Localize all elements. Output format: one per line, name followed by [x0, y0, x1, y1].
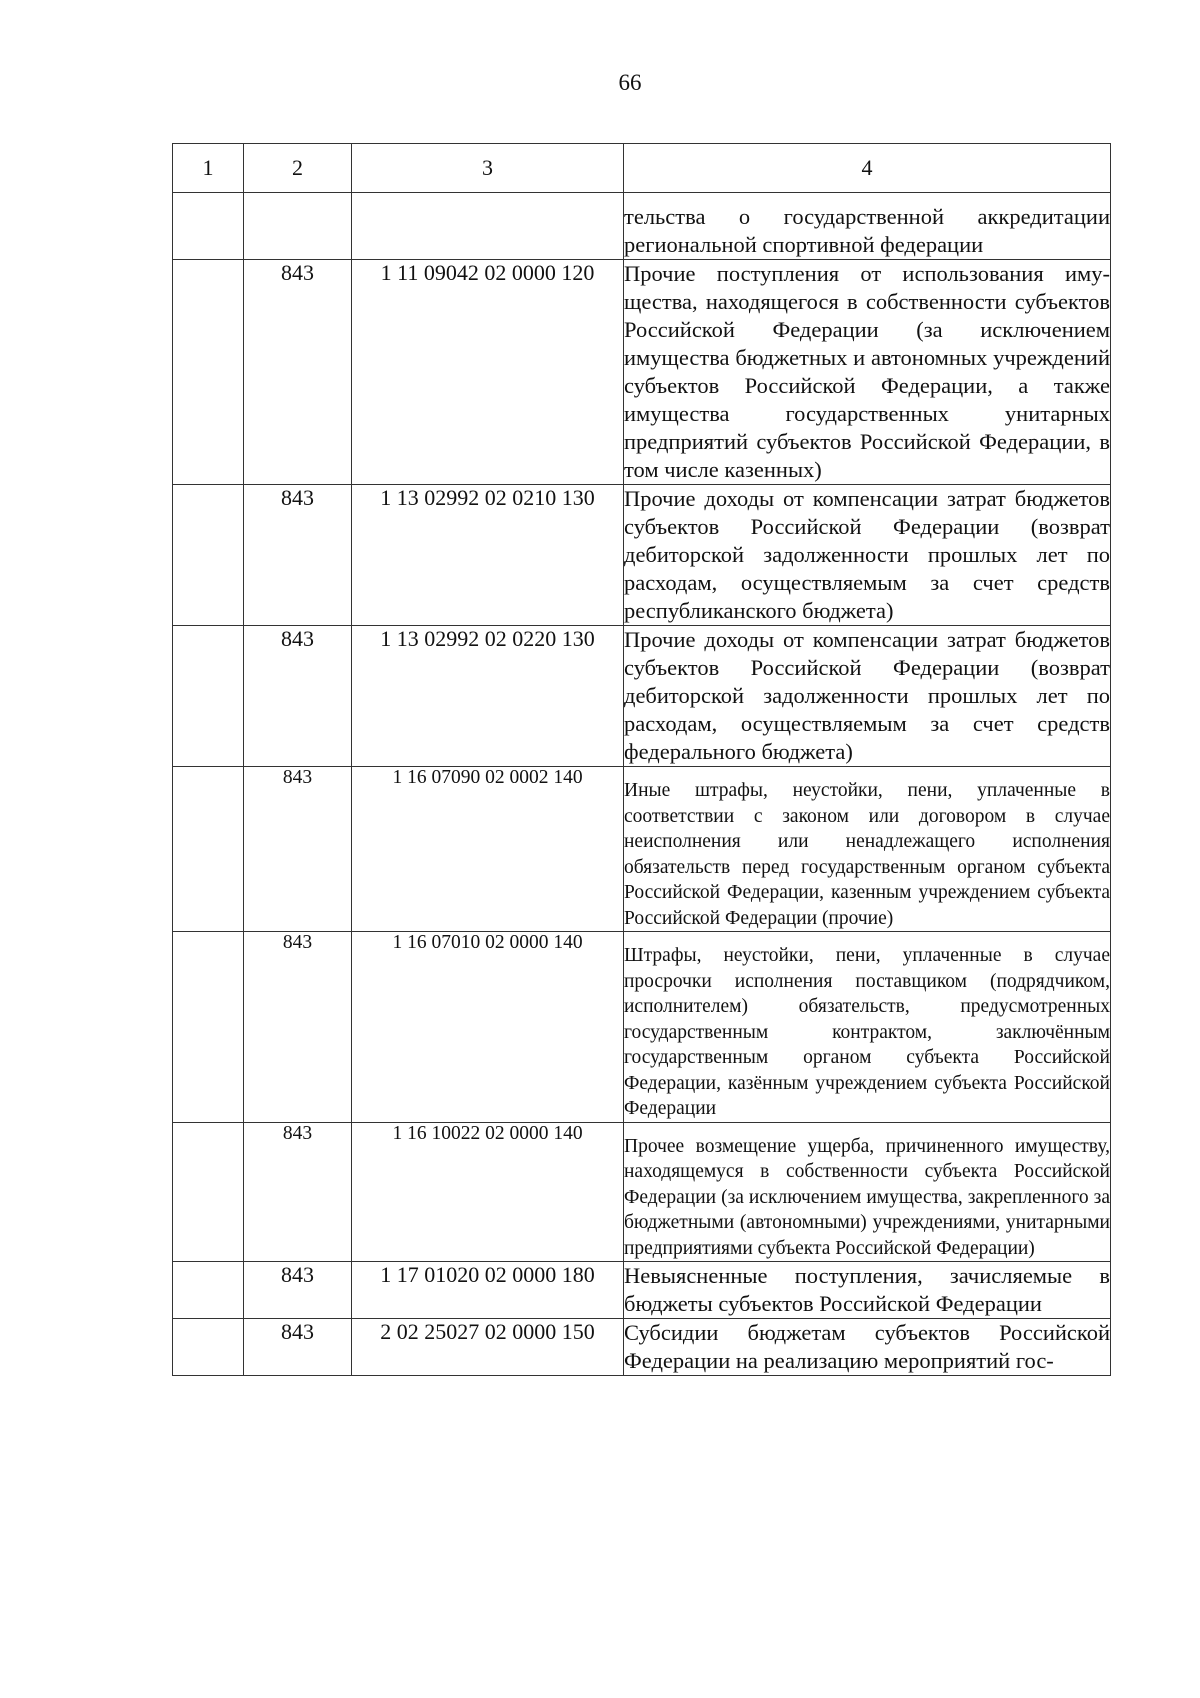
cell-description: Прочие доходы от компенсации затрат бюджетов субъектов Российской Федерации (возврат дебиторской задолженности прошлых лет по расходам, осуществляемым за счет средств федерального бюджета): [624, 626, 1111, 767]
table-row: [173, 932, 1111, 1123]
cell-description: Невыясненные поступления, зачисляемые в бюджеты субъектов Российской Федерации: [624, 1262, 1111, 1319]
cell-admin-code: 843: [244, 1262, 352, 1319]
header-col-4: 4: [624, 144, 1111, 193]
cell-budget-code: [352, 193, 624, 260]
header-col-2: 2: [244, 144, 352, 193]
cell-admin-code: 843: [244, 626, 352, 767]
cell-col-1: [173, 1122, 244, 1262]
budget-classification-table: [172, 143, 1111, 1376]
cell-budget-code: 1 13 02992 02 0210 130: [352, 485, 624, 626]
cell-col-1: [173, 932, 244, 1123]
cell-admin-code: [244, 193, 352, 260]
header-col-1: 1: [173, 144, 244, 193]
cell-col-1: [173, 1319, 244, 1376]
cell-description: Субсидии бюджетам субъектов Российской Федерации на реализацию мероприятий гос-: [624, 1319, 1111, 1376]
cell-budget-code: 1 13 02992 02 0220 130: [352, 626, 624, 767]
cell-budget-code: 1 16 07010 02 0000 140: [352, 932, 624, 1123]
table-row: [173, 767, 1111, 932]
cell-admin-code: 843: [244, 1122, 352, 1262]
cell-budget-code: 1 16 10022 02 0000 140: [352, 1122, 624, 1262]
cell-description: Штрафы, неустойки, пени, уплаченные в случае просрочки исполнения поставщиком (подрядчиком, исполнителем) обязательств, предусмотренных государственным контрактом, заключённым государственным органом субъекта Российской Федерации, казённым учреждением субъекта Российской Федерации: [624, 932, 1111, 1123]
cell-description: Прочие доходы от компенсации затрат бюджетов субъектов Российской Федерации (возврат дебиторской задолженности прошлых лет по расходам, осуществляемым за счет средств республиканского бюджета): [624, 485, 1111, 626]
table-header-row: [173, 144, 1111, 193]
cell-budget-code: 1 17 01020 02 0000 180: [352, 1262, 624, 1319]
table-row: [173, 485, 1111, 626]
page-number: 66: [618, 70, 642, 95]
cell-admin-code: 843: [244, 932, 352, 1123]
cell-col-1: [173, 1262, 244, 1319]
cell-description: тельства о государственной аккредитации региональной спортивной федерации: [624, 193, 1111, 260]
header-col-3: 3: [352, 144, 624, 193]
cell-budget-code: 2 02 25027 02 0000 150: [352, 1319, 624, 1376]
table-row: [173, 1122, 1111, 1262]
cell-col-1: [173, 260, 244, 485]
table-row: [173, 260, 1111, 485]
cell-col-1: [173, 193, 244, 260]
cell-col-1: [173, 626, 244, 767]
cell-col-1: [173, 767, 244, 932]
cell-admin-code: 843: [244, 260, 352, 485]
cell-admin-code: 843: [244, 767, 352, 932]
cell-admin-code: 843: [244, 1319, 352, 1376]
table-row: [173, 626, 1111, 767]
table-row: [173, 1319, 1111, 1376]
cell-budget-code: 1 16 07090 02 0002 140: [352, 767, 624, 932]
cell-admin-code: 843: [244, 485, 352, 626]
cell-description: Иные штрафы, неустойки, пени, уплаченные в соответствии с законом или договором в случае неисполнения или ненадлежащего исполнения обязательств перед государственным органом субъекта Российской Федерации, казенным учреждением субъекта Российской Федерации (прочие): [624, 767, 1111, 932]
table-row: [173, 193, 1111, 260]
cell-description: Прочее возмещение ущерба, причиненного имуществу, находящемуся в собственности субъекта Российской Федерации (за исключением имущества, закрепленного за бюджетными (автономными) учреждениями, унитарными предприятиями субъекта Российской Федерации): [624, 1122, 1111, 1262]
table-row: [173, 1262, 1111, 1319]
cell-col-1: [173, 485, 244, 626]
cell-description: Прочие поступления от использования имущества, находящегося в собственности субъектов Российской Федерации (за исключением имущества бюджетных и автономных учреждений субъектов Российской Федерации, а также имущества государственных унитарных предприятий субъектов Российской Федерации, в том числе казенных): [624, 260, 1111, 485]
cell-budget-code: 1 11 09042 02 0000 120: [352, 260, 624, 485]
